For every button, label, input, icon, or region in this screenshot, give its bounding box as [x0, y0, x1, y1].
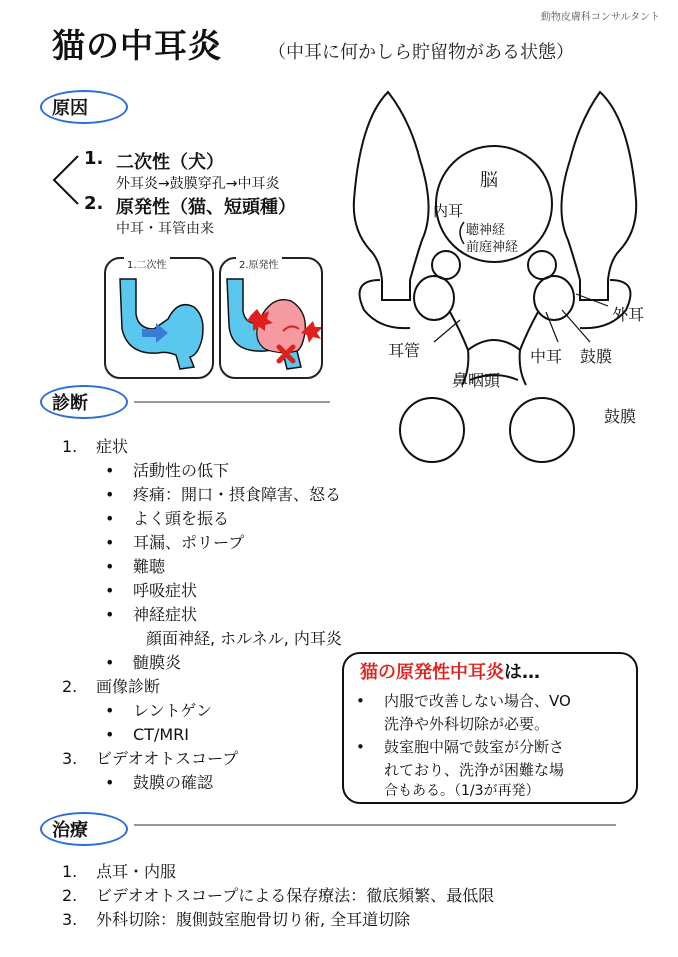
callout-line: 内服で改善しない場合、VO	[384, 692, 571, 710]
diagnosis-item-2-label: 画像診断	[96, 677, 161, 696]
treatment-divider	[134, 824, 616, 826]
treatment-heading: 治療	[52, 820, 88, 841]
anatomy-label-outer-ear: 外耳	[612, 305, 645, 324]
diagnosis-item-1-label: 症状	[96, 437, 129, 456]
treatment-item-3-num: 3.	[62, 910, 78, 929]
anatomy-label-middle-ear: 中耳	[530, 347, 563, 366]
page-subtitle: （中耳に何かしら貯留物がある状態）	[268, 42, 574, 63]
diagnosis-item-1-num: 1.	[62, 437, 78, 456]
callout-title-main: 猫の原発性中耳炎	[360, 662, 504, 683]
symptom-item: • 疼痛：開口・摂食障害、怒る	[133, 483, 341, 507]
cause-item-2-detail: 中耳・耳管由来	[116, 221, 214, 237]
panel-primary	[219, 257, 323, 379]
primary-otitis-callout	[342, 652, 638, 804]
symptom-item: • 呼吸症状	[133, 579, 197, 603]
right-eardrum-circle	[510, 398, 574, 462]
callout-line: 洗浄や外科切除が必要。	[384, 715, 550, 733]
callout-line: 鼓室胞中隔で鼓室が分断さ	[384, 738, 565, 756]
symptom-note: 顔面神経, ホルネル, 内耳炎	[146, 629, 342, 648]
callout-title	[360, 658, 540, 684]
symptom-item: • 活動性の低下	[133, 459, 229, 483]
symptom-item: • 神経症状	[133, 603, 197, 627]
callout-line: れており、洗浄が困難な場	[384, 761, 565, 779]
callout-title-suffix: は…	[504, 662, 540, 683]
callout-line: 合もある。（1/3が再発）	[384, 783, 540, 799]
imaging-item: • レントゲン	[133, 699, 212, 723]
panel-secondary	[104, 257, 214, 379]
cause-heading: 原因	[52, 98, 88, 119]
callout-bullet-2: •	[356, 738, 365, 756]
cause-item-2-label: 原発性（猫、短頭種）	[116, 197, 296, 218]
ear-canal-shape	[120, 279, 203, 369]
symptom-item: • 髄膜炎	[133, 651, 181, 675]
callout-bullet-1: •	[356, 692, 365, 710]
symptom-item: • よく頭を振る	[133, 507, 229, 531]
left-ear-pinna	[354, 92, 429, 300]
anatomy-label-eardrum: 鼓膜	[580, 347, 613, 366]
cause-bracket	[50, 150, 84, 210]
diagnosis-item-3-label: ビデオオトスコープ	[96, 749, 239, 768]
symptom-item: • 耳漏、ポリープ	[133, 531, 244, 555]
cause-item-1-num: 1.	[84, 148, 104, 169]
treatment-item-1-label: 点耳・内服	[96, 862, 177, 881]
cause-item-2-num: 2.	[84, 193, 104, 214]
panel-secondary-label: 1.二次性	[124, 256, 170, 271]
anatomy-label-auditory-nerve: 聴神経	[466, 223, 506, 238]
treatment-item-3-label: 外科切除：腹側鼓室胞骨切り術, 全耳道切除	[96, 910, 411, 929]
left-eardrum-circle	[400, 398, 464, 462]
treatment-item-1-num: 1.	[62, 862, 78, 881]
diagnosis-heading: 診断	[52, 393, 88, 414]
cause-item-1-label: 二次性（犬）	[116, 152, 224, 173]
anatomy-label-eardrum-below: 鼓膜	[604, 407, 637, 426]
right-ear-pinna	[561, 92, 636, 300]
anatomy-label-eustachian-tube: 耳管	[388, 341, 421, 360]
diagnosis-divider	[134, 401, 330, 403]
brand-text: 動物皮膚科コンサルタント	[540, 12, 660, 23]
imaging-item: • CT/MRI	[133, 723, 189, 747]
anatomy-label-nasopharynx: 鼻咽頭	[452, 371, 501, 390]
anatomy-label-vestibular-nerve: 前庭神経	[466, 240, 519, 255]
treatment-item-2-num: 2.	[62, 886, 78, 905]
otoscope-item: • 鼓膜の確認	[133, 771, 213, 795]
panel-primary-label: 2.原発性	[236, 256, 282, 271]
treatment-item-2-label: ビデオオトスコープによる保存療法：徹底頻繁、最低限	[96, 886, 495, 905]
page-title: 猫の中耳炎	[52, 26, 222, 65]
diagnosis-item-3-num: 3.	[62, 749, 78, 768]
diagnosis-item-2-num: 2.	[62, 677, 78, 696]
anatomy-label-inner-ear: 内耳	[433, 202, 464, 220]
symptom-item: • 難聴	[133, 555, 165, 579]
cause-item-1-detail: 外耳炎→鼓膜穿孔→中耳炎	[116, 176, 280, 192]
anatomy-label-brain: 脳	[480, 170, 498, 191]
